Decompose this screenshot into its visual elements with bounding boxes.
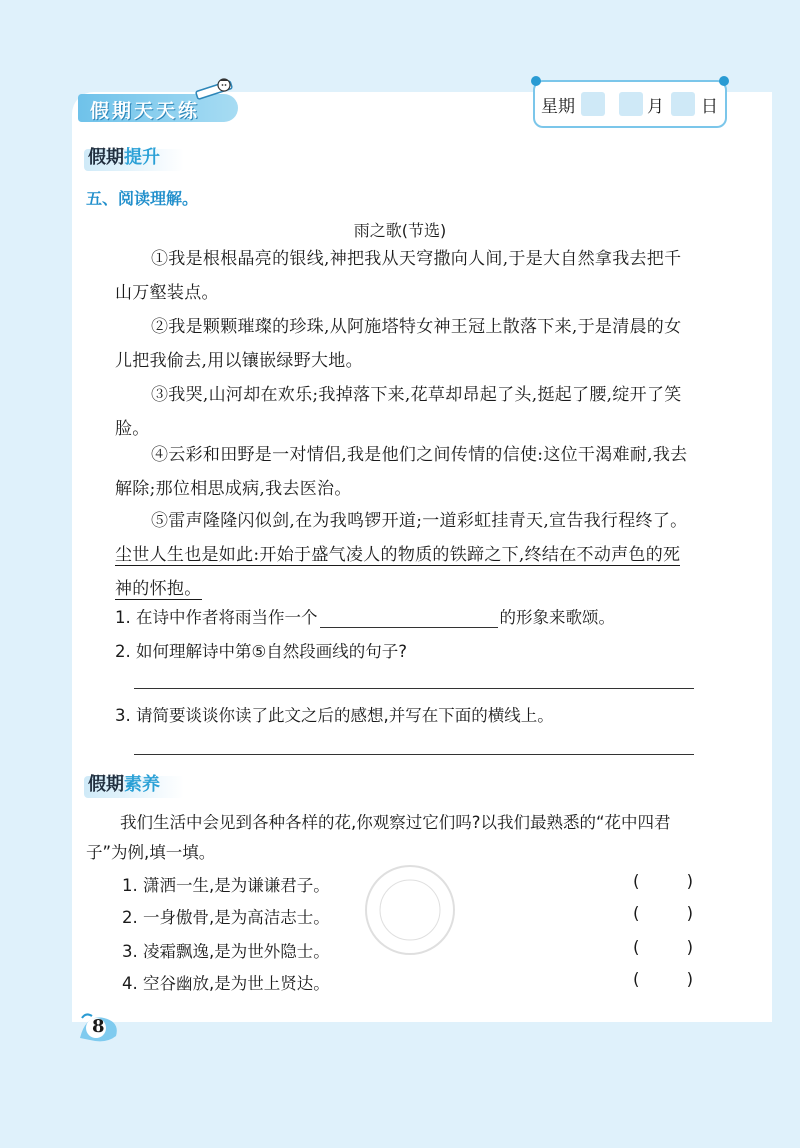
section-tag-part-b: 素养 — [124, 774, 160, 795]
poem-title: 雨之歌(节选) — [353, 221, 447, 240]
section-tag-part-b: 提升 — [124, 147, 160, 168]
cartoon-pencil-icon — [194, 76, 240, 106]
day-input[interactable] — [671, 92, 695, 116]
date-box — [533, 80, 727, 128]
pin-icon — [719, 76, 729, 86]
question-1: 1. 在诗中作者将雨当作一个 的形象来歌颂。 — [115, 608, 615, 627]
answer-paren-3[interactable]: ( ) — [633, 938, 693, 957]
poem-paragraph-3: ③我哭,山河却在欢乐;我掉落下来,花草却昂起了头,挺起了腰,绽开了笑脸。 — [115, 385, 682, 439]
section-tag-improve — [88, 143, 160, 171]
question-3: 3. 请简要谈谈你读了此文之后的感想,并写在下面的横线上。 — [115, 706, 554, 725]
poem-paragraph-2: ②我是颗颗璀璨的珍珠,从阿施塔特女神王冠上散落下来,于是清晨的女儿把我偷去,用以镶嵌绿野大地。 — [115, 317, 682, 371]
week-input[interactable] — [581, 92, 605, 116]
flower-item-3: 3. 凌霜飘逸,是为世外隐士。 — [122, 942, 330, 961]
answer-line-q2[interactable] — [134, 688, 694, 689]
month-input[interactable] — [619, 92, 643, 116]
flower-intro: 我们生活中会见到各种各样的花,你观察过它们吗?以我们最熟悉的“花中四君子”为例,填一填。 — [86, 813, 671, 862]
underlined-sentence: 尘世人生也是如此:开始于盛气凌人的物质的铁蹄之下,终结在不动声色的死神的怀抱。 — [115, 545, 681, 599]
flower-item-1: 1. 潇洒一生,是为谦谦君子。 — [122, 876, 330, 895]
flower-item-2: 2. 一身傲骨,是为高洁志士。 — [122, 908, 330, 927]
page-number-badge — [76, 1008, 124, 1044]
answer-blank[interactable] — [320, 609, 498, 628]
answer-line-q3[interactable] — [134, 754, 694, 755]
pin-icon — [531, 76, 541, 86]
answer-paren-2[interactable]: ( ) — [633, 904, 693, 923]
flower-item-4: 4. 空谷幽放,是为世上贤达。 — [122, 974, 330, 993]
page-number: 8 — [92, 1016, 105, 1037]
answer-paren-1[interactable]: ( ) — [633, 872, 693, 891]
poem-paragraph-1: ①我是根根晶亮的银线,神把我从天穹撒向人间,于是大自然拿我去把千山万壑装点。 — [115, 249, 682, 303]
brand-header — [78, 88, 258, 122]
poem-paragraph-4: ④云彩和田野是一对情侣,我是他们之间传情的信使:这位干渴难耐,我去解除;那位相思成病,我去医治。 — [115, 445, 688, 499]
day-label: 日 — [701, 97, 718, 117]
answer-paren-4[interactable]: ( ) — [633, 970, 693, 989]
question-2: 2. 如何理解诗中第⑤自然段画线的句子? — [115, 642, 408, 661]
section-tag-literacy — [88, 770, 160, 798]
poem-paragraph-5: ⑤雷声隆隆闪似剑,在为我鸣锣开道;一道彩虹挂青天,宣告我行程终了。尘世人生也是如此:开始于盛气凌人的物质的铁蹄之下,终结在不动声色的死神的怀抱。 — [115, 511, 688, 599]
section-tag-part-a: 假期 — [88, 774, 124, 795]
section-tag-part-a: 假期 — [88, 147, 124, 168]
brand-title: 假期天天练 — [90, 100, 201, 122]
reading-heading: 五、阅读理解。 — [86, 189, 199, 208]
week-label: 星期 — [541, 97, 575, 117]
month-label: 月 — [647, 97, 664, 117]
watermark-stamp-icon — [360, 850, 460, 970]
